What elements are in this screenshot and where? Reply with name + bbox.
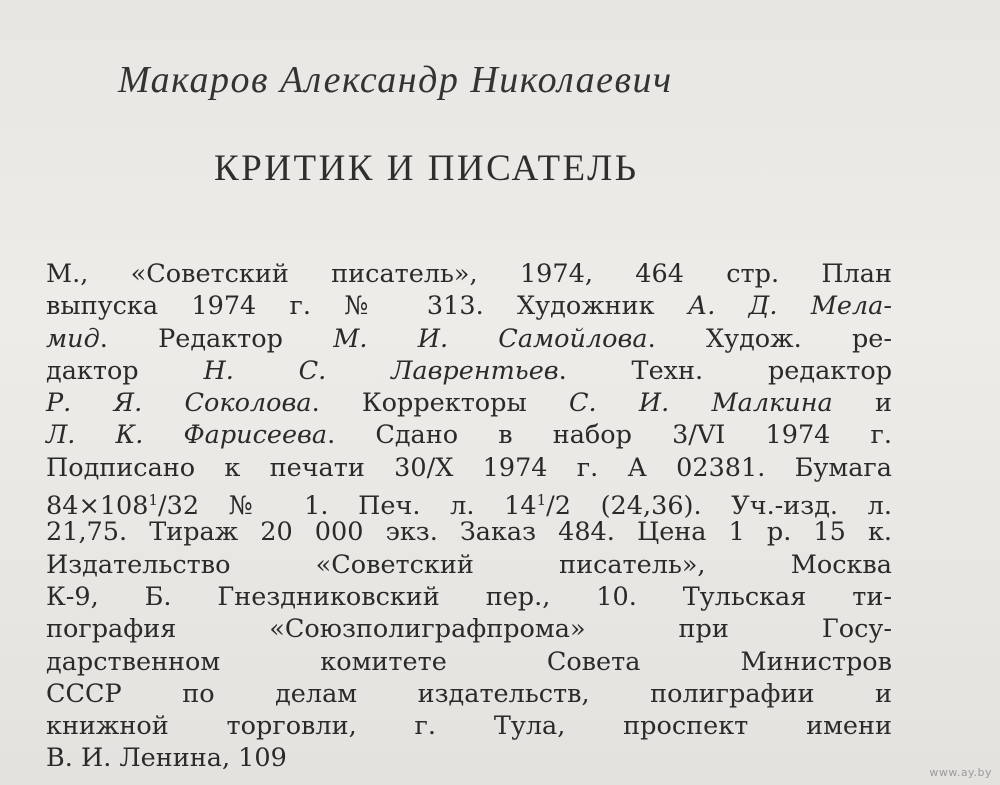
italic-name: Р. Я. Соколова xyxy=(46,388,312,419)
imprint-text: и xyxy=(832,388,892,419)
imprint-line xyxy=(46,290,892,322)
imprint-text: . Техн. редактор xyxy=(558,355,893,386)
imprint-text: /2 (24,36). Уч.-изд. л. xyxy=(546,491,892,522)
imprint-line xyxy=(46,258,892,290)
superscript: 1 xyxy=(148,491,159,510)
book-title: КРИТИК И ПИСАТЕЛЬ xyxy=(214,148,639,189)
imprint-line xyxy=(46,742,892,774)
imprint-text: Подписано к печати 30/X 1974 г. А 02381. Бумага xyxy=(46,452,892,483)
imprint-line xyxy=(46,549,892,581)
imprint-line xyxy=(46,581,892,613)
imprint-block xyxy=(46,258,892,775)
imprint-text: выпуска 1974 г. № 313. Художник xyxy=(46,291,688,322)
imprint-text: СССР по делам издательств, полиграфии и xyxy=(46,678,892,709)
italic-name: Л. К. Фарисеева xyxy=(46,420,328,451)
imprint-line xyxy=(46,387,892,419)
imprint-text: К-9, Б. Гнездниковский пер., 10. Тульская ти- xyxy=(46,581,892,612)
imprint-text: . Корректоры xyxy=(311,388,570,419)
imprint-text: книжной торговли, г. Тула, проспект имени xyxy=(46,711,892,742)
imprint-text: 84×108 xyxy=(46,491,149,522)
italic-name: М. И. Самойлова xyxy=(333,323,648,354)
author-name: Макаров Александр Николаевич xyxy=(118,59,673,101)
imprint-line xyxy=(46,613,892,645)
imprint-line xyxy=(46,484,892,522)
imprint-line xyxy=(46,355,892,387)
imprint-text: /32 № 1. Печ. л. 14 xyxy=(158,491,537,522)
imprint-text: М., «Советский писатель», 1974, 464 стр. План xyxy=(46,259,892,289)
imprint-text: 21,75. Тираж 20 000 экз. Заказ 484. Цена 1 р. 15 к. xyxy=(46,517,892,548)
imprint-text: В. И. Ленина, 109 xyxy=(46,743,287,774)
italic-name: С. И. Малкина xyxy=(569,388,833,419)
imprint-line xyxy=(46,678,892,710)
watermark: www.ay.by xyxy=(929,766,992,779)
imprint-text: . Сдано в набор 3/VI 1974 г. xyxy=(327,420,892,451)
italic-name: Н. С. Лаврентьев xyxy=(203,355,559,386)
imprint-line xyxy=(46,710,892,742)
imprint-line xyxy=(46,516,892,548)
italic-name: мид xyxy=(46,323,100,354)
imprint-text: пография «Союзполиграфпрома» при Госу- xyxy=(46,614,892,645)
imprint-text: Издательство «Советский писатель», Москва xyxy=(46,549,892,580)
superscript: 1 xyxy=(536,491,547,510)
imprint-text: . Худож. ре- xyxy=(647,323,892,354)
italic-name: А. Д. Мела- xyxy=(687,291,892,322)
imprint-line xyxy=(46,646,892,678)
imprint-line xyxy=(46,452,892,484)
imprint-line xyxy=(46,323,892,355)
imprint-text: . Редактор xyxy=(99,323,334,354)
imprint-text: дарственном комитете Совета Министров xyxy=(46,646,892,677)
imprint-text: дактор xyxy=(46,355,204,386)
imprint-line xyxy=(46,419,892,451)
